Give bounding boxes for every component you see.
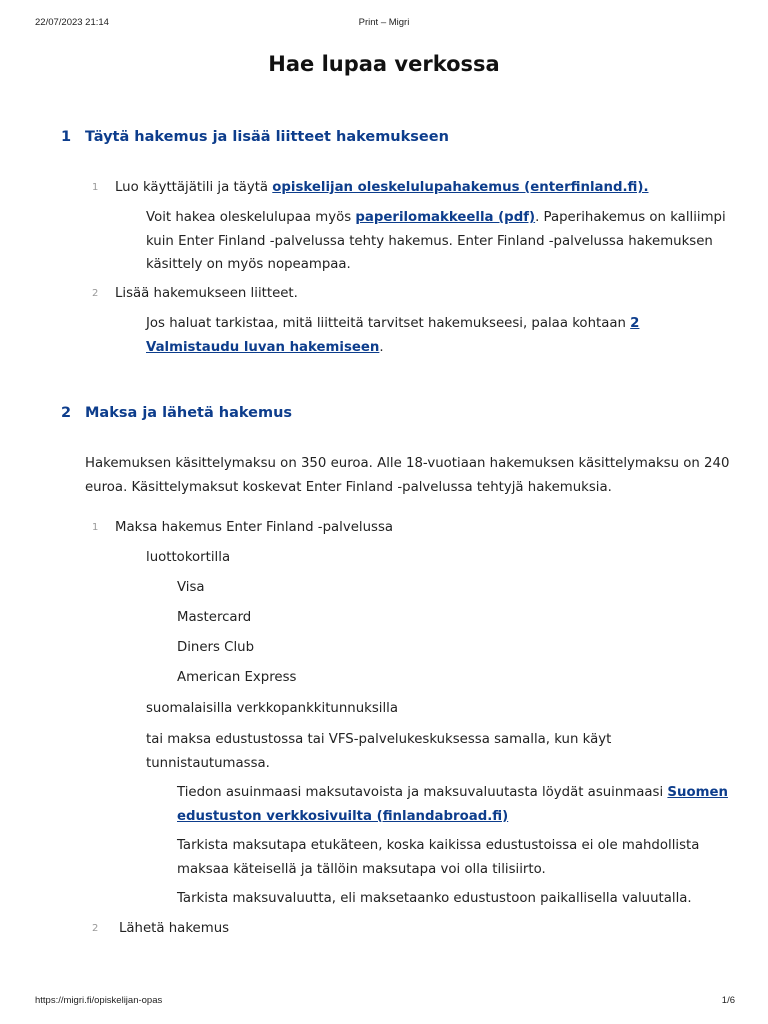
print-datetime: 22/07/2023 21:14 (35, 17, 109, 28)
section-2-step-2-number: 2 (92, 923, 99, 934)
section-2-title: Maksa ja lähetä hakemus (85, 405, 293, 421)
card-american-express: American Express (177, 670, 297, 685)
print-footer-page: 1/6 (721, 995, 735, 1006)
paper-form-note (146, 206, 746, 277)
credit-card-option: luottokortilla (146, 550, 231, 565)
paper-note-text-before: Voit hakea oleskelulupaa myös (146, 210, 356, 225)
section-2-step-1-number: 1 (92, 522, 99, 533)
attachments-note-text-after: . (379, 339, 384, 355)
paper-note-line-3: käsittely on myös nopeampaa. (146, 257, 351, 272)
paper-note-line-2: kuin Enter Finland -palvelussa tehty hakemus. Enter Finland -palvelussa hakemuksen (146, 233, 713, 249)
section-2-step-2-text: Lähetä hakemus (119, 921, 230, 936)
payment-info-text-before: Tiedon asuinmaasi maksutavoista ja maksuvaluutasta löydät asuinmaasi (177, 785, 668, 800)
processing-fee-line-2: euroa. Käsittelymaksut koskevat Enter Finland -palvelussa tehtyjä hakemuksia. (85, 479, 612, 495)
attachments-note (146, 312, 746, 359)
section-2-step-1-text: Maksa hakemus Enter Finland -palvelussa (115, 520, 394, 535)
card-diners-club: Diners Club (177, 640, 255, 655)
check-payment-method-note (177, 834, 747, 881)
check-currency-note: Tarkista maksuvaluutta, eli maksetaanko edustustoon paikallisella valuutalla. (177, 891, 692, 906)
section-1-number: 1 (61, 129, 72, 145)
embassy-website-link[interactable]: edustuston verkkosivuilta (finlandabroad.fi) (177, 808, 509, 824)
embassy-option (146, 728, 746, 775)
print-title: Print – Migri (358, 17, 410, 28)
embassy-link-start[interactable]: Suomen (667, 785, 728, 800)
bank-option: suomalaisilla verkkopankkitunnuksilla (146, 701, 398, 716)
card-mastercard: Mastercard (177, 610, 252, 625)
paper-note-line-1-after: . Paperihakemus on kalliimpi (535, 210, 726, 225)
section-1-step-2-text: Lisää hakemukseen liitteet. (115, 286, 298, 301)
prepare-link-number[interactable]: 2 (630, 316, 640, 331)
check-payment-line-2: maksaa käteisellä ja tällöin maksutapa voi olla tilisiirto. (177, 861, 546, 877)
section-1-step-1-number: 1 (92, 182, 99, 193)
embassy-option-line-2: tunnistautumassa. (146, 755, 270, 771)
prepare-application-link[interactable]: Valmistaudu luvan hakemiseen (146, 339, 380, 355)
section-1-title: Täytä hakemus ja lisää liitteet hakemukseen (85, 129, 449, 145)
section-2-number: 2 (61, 405, 72, 421)
attachments-note-text-before: Jos haluat tarkistaa, mitä liitteitä tarvitset hakemukseesi, palaa kohtaan (146, 316, 631, 331)
print-footer-url: https://migri.fi/opiskelijan-opas (35, 995, 163, 1006)
step-1-text-before: Luo käyttäjätili ja täytä (115, 180, 273, 195)
payment-info-note (177, 781, 747, 828)
card-visa: Visa (177, 580, 205, 595)
page-title: Hae lupaa verkossa (268, 52, 500, 76)
section-1-step-2-number: 2 (92, 288, 99, 299)
processing-fee-text (85, 452, 755, 499)
paper-form-link[interactable]: paperilomakkeella (pdf) (355, 210, 536, 225)
check-payment-line-1: Tarkista maksutapa etukäteen, koska kaikissa edustustoissa ei ole mahdollista (177, 838, 700, 853)
application-form-link[interactable]: opiskelijan oleskelulupahakemus (enterfinland.fi). (272, 180, 649, 195)
section-1-step-1-text (115, 176, 649, 200)
embassy-option-line-1: tai maksa edustustossa tai VFS-palvelukeskuksessa samalla, kun käyt (146, 732, 612, 747)
processing-fee-line-1: Hakemuksen käsittelymaksu on 350 euroa. Alle 18-vuotiaan hakemuksen käsittelymaksu on 240 (85, 456, 730, 471)
